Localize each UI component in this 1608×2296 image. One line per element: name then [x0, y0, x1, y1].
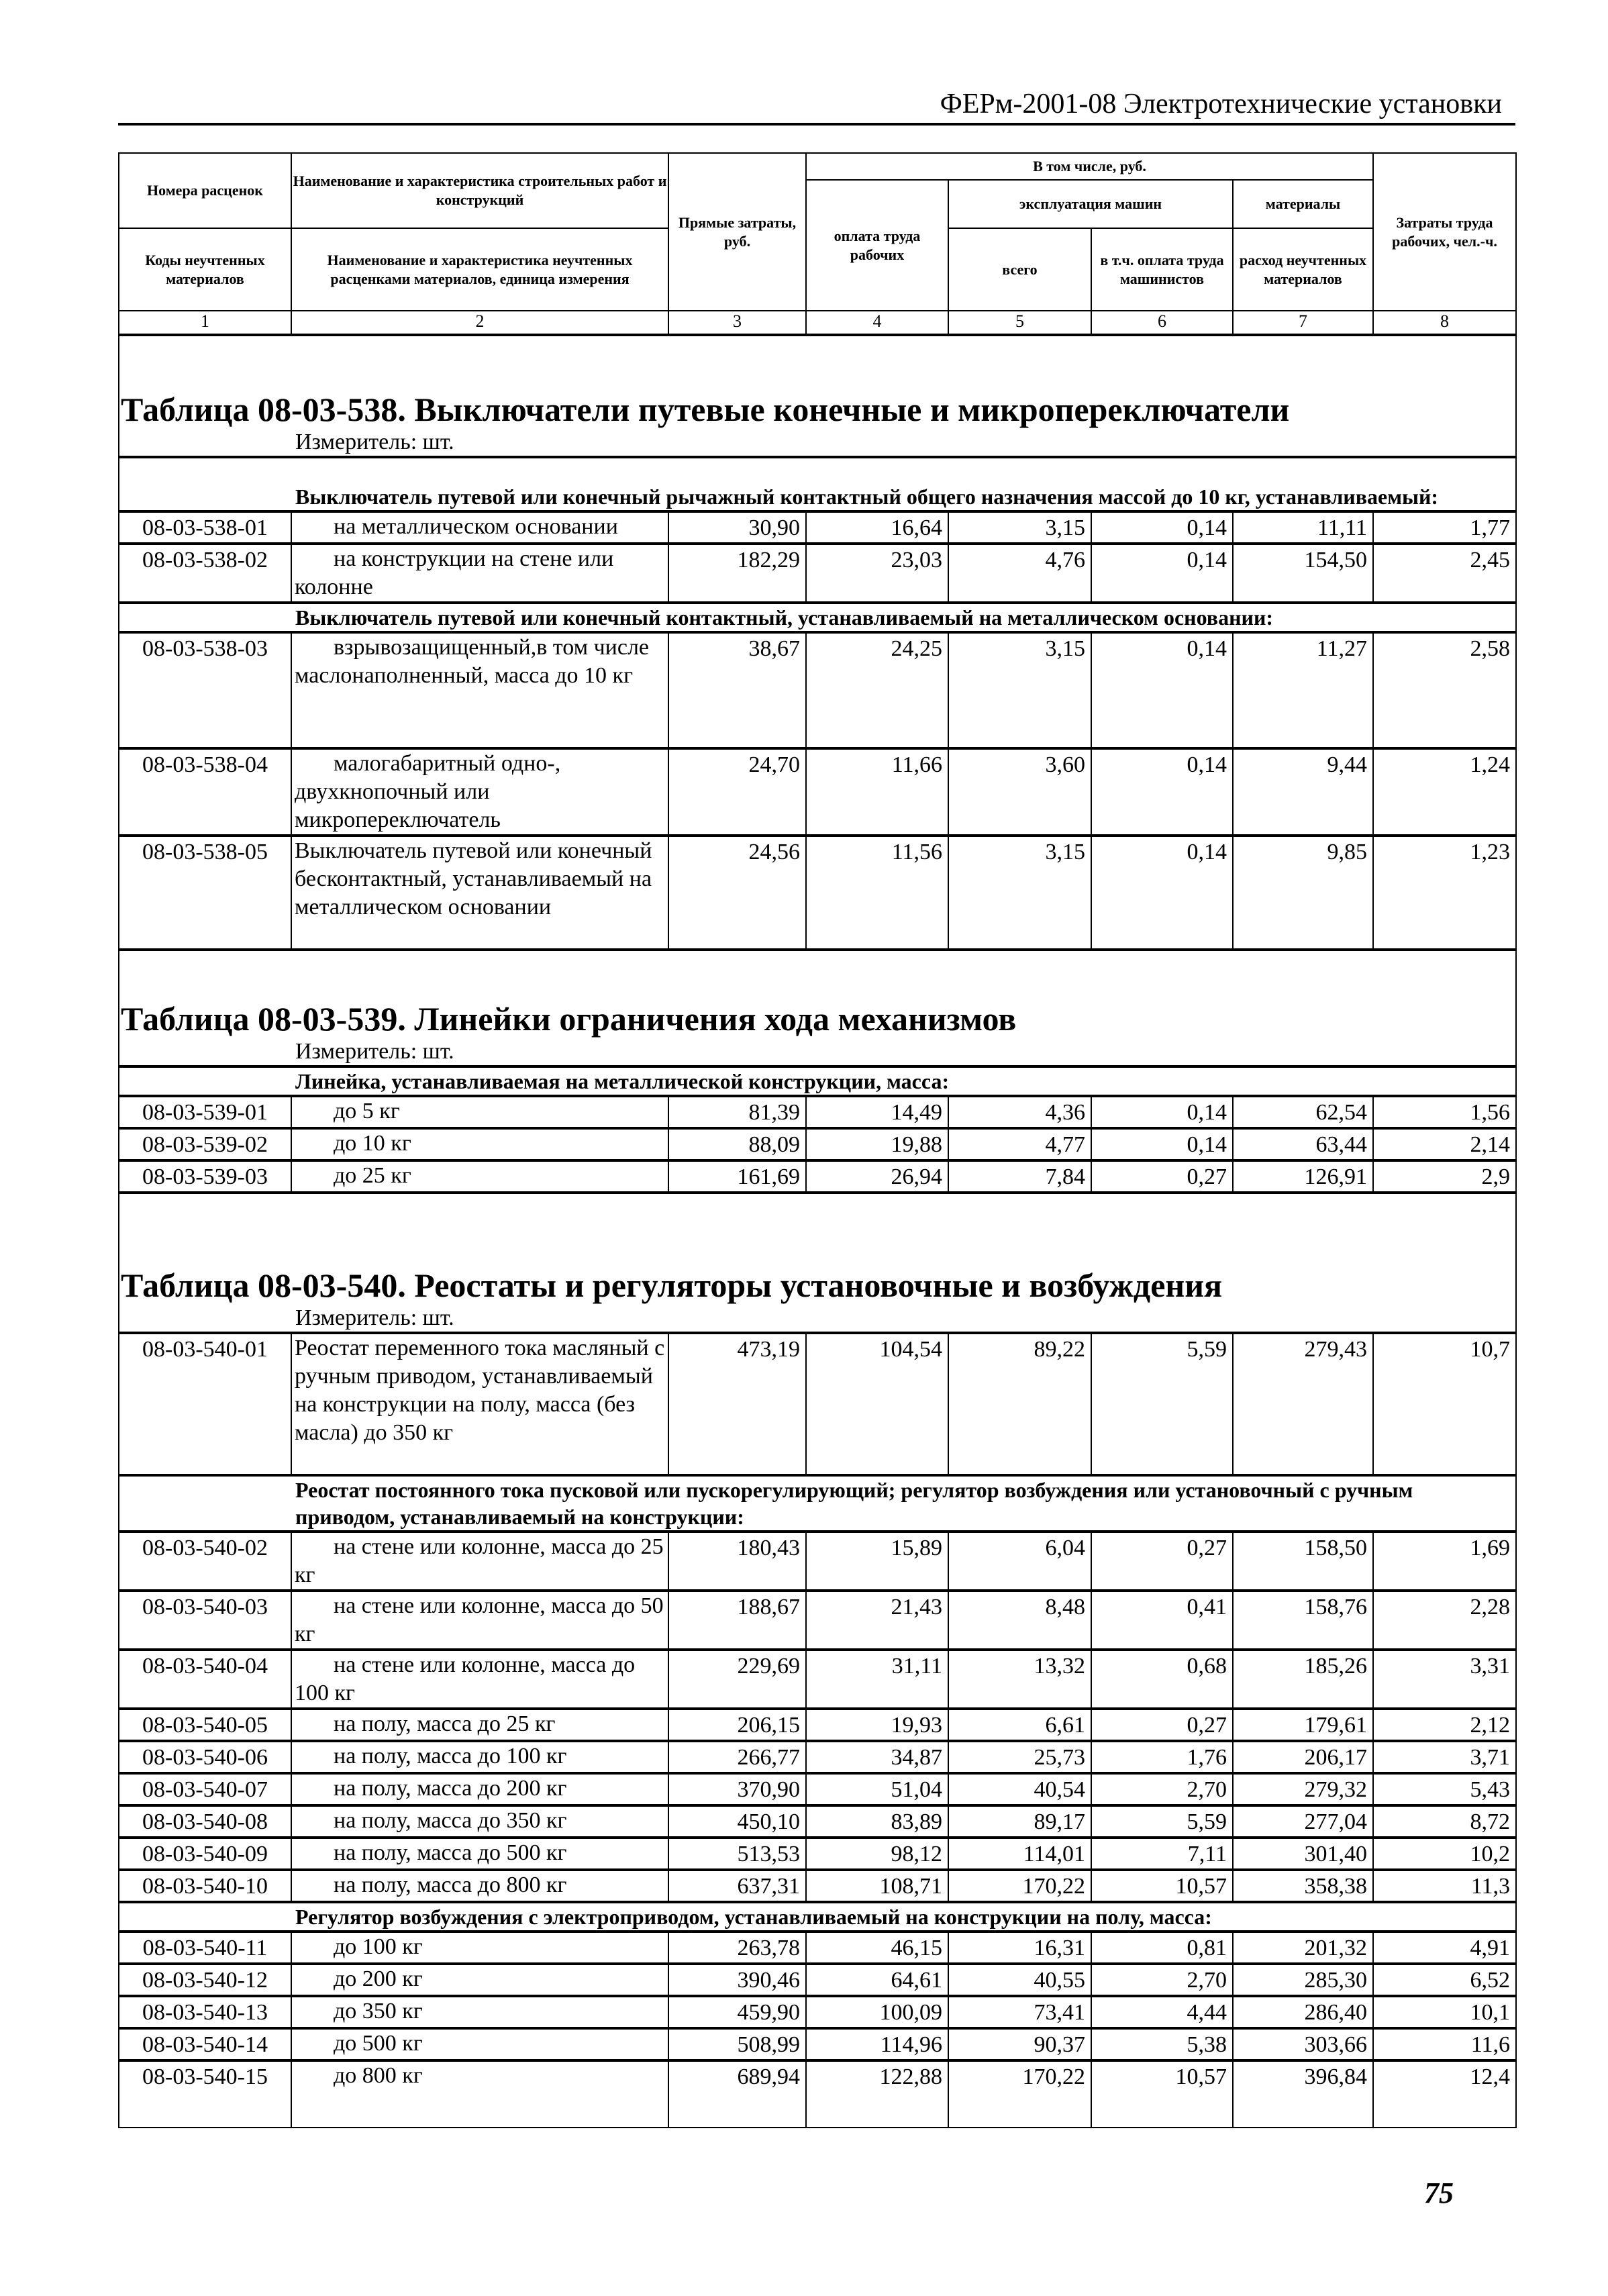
table-row — [119, 1773, 1516, 1805]
group-heading-row — [119, 457, 1516, 511]
table-row — [119, 2060, 1516, 2128]
operator-pay-value: 0,27 — [1091, 1160, 1233, 1193]
rate-code: 08-03-538-05 — [119, 836, 291, 950]
rate-description-text: до 800 кг — [334, 2063, 423, 2088]
group-heading: Реостат постоянного тока пусковой или пускорегулирующий; регулятор возбуждения или установочный с ручным приводом, устанавливаемый на конструкции: — [295, 1478, 1413, 1529]
rate-description-text: на полу, масса до 100 кг — [334, 1744, 567, 1768]
direct-costs-value: 206,15 — [668, 1709, 806, 1741]
rate-code: 08-03-540-07 — [119, 1773, 291, 1805]
rate-description-text: Реостат переменного тока масляный с ручным приводом, устанавливаемый на конструкции на полу, масса (без масла) до 350 кг — [295, 1336, 665, 1445]
machines-total-value: 8,48 — [948, 1591, 1091, 1650]
table-row — [119, 1741, 1516, 1773]
rate-description — [291, 1964, 668, 1996]
labor-hours-value: 1,24 — [1373, 748, 1516, 836]
labor-hours-value: 2,14 — [1373, 1128, 1516, 1160]
operator-pay-value: 0,14 — [1091, 836, 1233, 950]
direct-costs-value: 88,09 — [668, 1128, 806, 1160]
table-row — [119, 1160, 1516, 1193]
header-machines: эксплуатация машин — [948, 180, 1233, 228]
operator-pay-value: 0,14 — [1091, 1128, 1233, 1160]
rate-description — [291, 1333, 668, 1475]
worker-pay-value: 31,11 — [806, 1650, 948, 1709]
operator-pay-value: 4,44 — [1091, 1996, 1233, 2028]
rate-description — [291, 836, 668, 950]
machines-total-value: 170,22 — [948, 2060, 1091, 2128]
rate-description — [291, 748, 668, 836]
material-consumption-value: 126,91 — [1233, 1160, 1373, 1193]
labor-hours-value: 1,23 — [1373, 836, 1516, 950]
worker-pay-value: 19,88 — [806, 1128, 948, 1160]
group-heading-row — [119, 1902, 1516, 1932]
rate-code: 08-03-540-05 — [119, 1709, 291, 1741]
column-numbers-row — [119, 311, 1516, 335]
table-row — [119, 1838, 1516, 1870]
rate-description — [291, 2060, 668, 2128]
header-operator-pay: в т.ч. оплата труда машинистов — [1091, 228, 1233, 311]
group-heading-row — [119, 1066, 1516, 1096]
section-title: Таблица 08-03-540. Реостаты и регуляторы установочные и возбуждения — [121, 1266, 1223, 1304]
machines-total-value: 40,55 — [948, 1964, 1091, 1996]
material-consumption-value: 185,26 — [1233, 1650, 1373, 1709]
rate-description — [291, 1650, 668, 1709]
rate-description — [291, 1128, 668, 1160]
material-consumption-value: 286,40 — [1233, 1996, 1373, 2028]
header-materials: материалы — [1233, 180, 1373, 228]
direct-costs-value: 182,29 — [668, 544, 806, 603]
machines-total-value: 3,15 — [948, 511, 1091, 544]
rate-code: 08-03-540-01 — [119, 1333, 291, 1475]
table-row — [119, 1805, 1516, 1838]
machines-total-value: 16,31 — [948, 1932, 1091, 1964]
running-header-title: ФЕРм-2001-08 Электротехнические установки — [940, 89, 1502, 119]
operator-pay-value: 0,14 — [1091, 632, 1233, 748]
rate-code: 08-03-540-09 — [119, 1838, 291, 1870]
labor-hours-value: 1,56 — [1373, 1096, 1516, 1128]
table-row — [119, 632, 1516, 748]
rate-description-text: на полу, масса до 350 кг — [334, 1808, 567, 1833]
labor-hours-value: 10,1 — [1373, 1996, 1516, 2028]
table-row — [119, 1128, 1516, 1160]
direct-costs-value: 24,56 — [668, 836, 806, 950]
section-measure: Измеритель: шт. — [295, 1039, 454, 1064]
table-row — [119, 1870, 1516, 1902]
labor-hours-value: 2,45 — [1373, 544, 1516, 603]
machines-total-value: 25,73 — [948, 1741, 1091, 1773]
machines-total-value: 4,36 — [948, 1096, 1091, 1128]
rate-code: 08-03-540-06 — [119, 1741, 291, 1773]
direct-costs-value: 637,31 — [668, 1870, 806, 1902]
direct-costs-value: 513,53 — [668, 1838, 806, 1870]
rate-description — [291, 632, 668, 748]
rate-code: 08-03-539-01 — [119, 1096, 291, 1128]
worker-pay-value: 100,09 — [806, 1996, 948, 2028]
table-row — [119, 1964, 1516, 1996]
worker-pay-value: 15,89 — [806, 1532, 948, 1591]
header-material-name: Наименование и характеристика неучтенных расценками материалов, единица измерения — [291, 228, 668, 311]
section-title-row — [119, 1193, 1516, 1333]
table-row — [119, 511, 1516, 544]
rate-description — [291, 1709, 668, 1741]
labor-hours-value: 1,69 — [1373, 1532, 1516, 1591]
rate-description-text: до 200 кг — [334, 1966, 423, 1991]
direct-costs-value: 370,90 — [668, 1773, 806, 1805]
material-consumption-value: 9,44 — [1233, 748, 1373, 836]
machines-total-value: 89,22 — [948, 1333, 1091, 1475]
rate-description-text: на стене или колонне, масса до 50 кг — [295, 1593, 664, 1646]
section-title: Таблица 08-03-538. Выключатели путевые конечные и микропереключатели — [121, 391, 1290, 428]
labor-hours-value: 2,9 — [1373, 1160, 1516, 1193]
operator-pay-value: 0,14 — [1091, 1096, 1233, 1128]
labor-hours-value: 10,7 — [1373, 1333, 1516, 1475]
table-row — [119, 1996, 1516, 2028]
header-labor-hours: Затраты труда рабочих, чел.-ч. — [1373, 153, 1516, 311]
worker-pay-value: 34,87 — [806, 1741, 948, 1773]
rate-code: 08-03-540-08 — [119, 1805, 291, 1838]
group-heading: Выключатель путевой или конечный контактный, устанавливаемый на металлическом основании: — [295, 605, 1274, 630]
labor-hours-value: 1,77 — [1373, 511, 1516, 544]
machines-total-value: 90,37 — [948, 2028, 1091, 2060]
worker-pay-value: 11,56 — [806, 836, 948, 950]
operator-pay-value: 10,57 — [1091, 2060, 1233, 2128]
section-measure: Измеритель: шт. — [295, 430, 454, 454]
header-rate-numbers: Номера расценок — [119, 153, 291, 228]
rate-description — [291, 1838, 668, 1870]
rate-description-text: на металлическом основании — [334, 514, 618, 539]
machines-total-value: 73,41 — [948, 1996, 1091, 2028]
table-row — [119, 544, 1516, 603]
rate-code: 08-03-540-14 — [119, 2028, 291, 2060]
machines-total-value: 6,61 — [948, 1709, 1091, 1741]
rate-description-text: до 5 кг — [334, 1099, 400, 1124]
operator-pay-value: 0,68 — [1091, 1650, 1233, 1709]
material-consumption-value: 285,30 — [1233, 1964, 1373, 1996]
column-number: 5 — [948, 311, 1091, 335]
labor-hours-value: 12,4 — [1373, 2060, 1516, 2128]
material-consumption-value: 9,85 — [1233, 836, 1373, 950]
table-row — [119, 748, 1516, 836]
table-row — [119, 1932, 1516, 1964]
operator-pay-value: 7,11 — [1091, 1838, 1233, 1870]
direct-costs-value: 689,94 — [668, 2060, 806, 2128]
machines-total-value: 3,15 — [948, 632, 1091, 748]
rate-description-text: до 100 кг — [334, 1934, 423, 1959]
rate-description-text: на конструкции на стене или колонне — [295, 546, 614, 599]
header-machines-total: всего — [948, 228, 1091, 311]
rate-description — [291, 1805, 668, 1838]
group-heading: Линейка, устанавливаемая на металлической конструкции, масса: — [295, 1069, 950, 1093]
operator-pay-value: 5,59 — [1091, 1805, 1233, 1838]
table-row — [119, 1709, 1516, 1741]
operator-pay-value: 0,81 — [1091, 1932, 1233, 1964]
rate-description-text: Выключатель путевой или конечный бесконтактный, устанавливаемый на металлическом основании — [295, 838, 652, 919]
material-consumption-value: 277,04 — [1233, 1805, 1373, 1838]
rate-description — [291, 544, 668, 603]
worker-pay-value: 98,12 — [806, 1838, 948, 1870]
rate-code: 08-03-538-04 — [119, 748, 291, 836]
operator-pay-value: 0,27 — [1091, 1709, 1233, 1741]
material-consumption-value: 62,54 — [1233, 1096, 1373, 1128]
rate-code: 08-03-538-03 — [119, 632, 291, 748]
worker-pay-value: 26,94 — [806, 1160, 948, 1193]
operator-pay-value: 5,38 — [1091, 2028, 1233, 2060]
material-consumption-value: 206,17 — [1233, 1741, 1373, 1773]
header-worker-pay: оплата труда рабочих — [806, 180, 948, 311]
rate-code: 08-03-540-12 — [119, 1964, 291, 1996]
machines-total-value: 13,32 — [948, 1650, 1091, 1709]
worker-pay-value: 16,64 — [806, 511, 948, 544]
operator-pay-value: 10,57 — [1091, 1870, 1233, 1902]
section-title: Таблица 08-03-539. Линейки ограничения хода механизмов — [121, 1000, 1017, 1038]
rate-description-text: до 500 кг — [334, 2031, 423, 2056]
header-material-codes: Коды неучтенных материалов — [119, 228, 291, 311]
labor-hours-value: 2,58 — [1373, 632, 1516, 748]
rate-description-text: до 25 кг — [334, 1163, 411, 1188]
direct-costs-value: 459,90 — [668, 1996, 806, 2028]
direct-costs-value: 450,10 — [668, 1805, 806, 1838]
material-consumption-value: 396,84 — [1233, 2060, 1373, 2128]
worker-pay-value: 14,49 — [806, 1096, 948, 1128]
machines-total-value: 3,60 — [948, 748, 1091, 836]
material-consumption-value: 11,11 — [1233, 511, 1373, 544]
direct-costs-value: 81,39 — [668, 1096, 806, 1128]
table-row — [119, 836, 1516, 950]
labor-hours-value: 10,2 — [1373, 1838, 1516, 1870]
material-consumption-value: 179,61 — [1233, 1709, 1373, 1741]
machines-total-value: 89,17 — [948, 1805, 1091, 1838]
direct-costs-value: 229,69 — [668, 1650, 806, 1709]
group-heading: Регулятор возбуждения с электроприводом, устанавливаемый на конструкции на полу, масса: — [295, 1905, 1212, 1929]
material-consumption-value: 154,50 — [1233, 544, 1373, 603]
running-header — [118, 84, 1515, 126]
table-row — [119, 1591, 1516, 1650]
direct-costs-value: 30,90 — [668, 511, 806, 544]
group-heading-row — [119, 603, 1516, 632]
direct-costs-value: 180,43 — [668, 1532, 806, 1591]
direct-costs-value: 24,70 — [668, 748, 806, 836]
labor-hours-value: 5,43 — [1373, 1773, 1516, 1805]
rate-code: 08-03-539-02 — [119, 1128, 291, 1160]
rate-description-text: на полу, масса до 25 кг — [334, 1711, 556, 1736]
material-consumption-value: 201,32 — [1233, 1932, 1373, 1964]
rate-description-text: на стене или колонне, масса до 25 кг — [295, 1534, 664, 1587]
direct-costs-value: 266,77 — [668, 1741, 806, 1773]
section-title-row — [119, 335, 1516, 457]
labor-hours-value: 11,3 — [1373, 1870, 1516, 1902]
rate-description — [291, 1870, 668, 1902]
operator-pay-value: 1,76 — [1091, 1741, 1233, 1773]
rate-description-text: на полу, масса до 500 кг — [334, 1840, 567, 1865]
material-consumption-value: 303,66 — [1233, 2028, 1373, 2060]
worker-pay-value: 108,71 — [806, 1870, 948, 1902]
material-consumption-value: 158,76 — [1233, 1591, 1373, 1650]
rate-description — [291, 2028, 668, 2060]
worker-pay-value: 114,96 — [806, 2028, 948, 2060]
worker-pay-value: 122,88 — [806, 2060, 948, 2128]
table-row — [119, 2028, 1516, 2060]
material-consumption-value: 301,40 — [1233, 1838, 1373, 1870]
rate-code: 08-03-539-03 — [119, 1160, 291, 1193]
page-number: 75 — [1424, 2177, 1454, 2209]
operator-pay-value: 0,41 — [1091, 1591, 1233, 1650]
labor-hours-value: 4,91 — [1373, 1932, 1516, 1964]
rate-description-text: малогабаритный одно-, двухкнопочный или микропереключатель — [295, 751, 561, 832]
worker-pay-value: 19,93 — [806, 1709, 948, 1741]
rate-description — [291, 1532, 668, 1591]
rate-description-text: до 10 кг — [334, 1131, 411, 1156]
rate-description — [291, 1591, 668, 1650]
material-consumption-value: 158,50 — [1233, 1532, 1373, 1591]
worker-pay-value: 51,04 — [806, 1773, 948, 1805]
labor-hours-value: 2,28 — [1373, 1591, 1516, 1650]
machines-total-value: 7,84 — [948, 1160, 1091, 1193]
section-title-row — [119, 950, 1516, 1066]
direct-costs-value: 390,46 — [668, 1964, 806, 1996]
rate-code: 08-03-540-13 — [119, 1996, 291, 2028]
rate-code: 08-03-540-03 — [119, 1591, 291, 1650]
material-consumption-value: 63,44 — [1233, 1128, 1373, 1160]
labor-hours-value: 3,71 — [1373, 1741, 1516, 1773]
header-material-consumption: расход неучтенных материалов — [1233, 228, 1373, 311]
machines-total-value: 170,22 — [948, 1870, 1091, 1902]
rate-code: 08-03-540-02 — [119, 1532, 291, 1591]
direct-costs-value: 508,99 — [668, 2028, 806, 2060]
rate-code: 08-03-540-10 — [119, 1870, 291, 1902]
worker-pay-value: 21,43 — [806, 1591, 948, 1650]
header-including: В том числе, руб. — [806, 153, 1373, 180]
rate-description-text: на полу, масса до 200 кг — [334, 1776, 567, 1801]
direct-costs-value: 263,78 — [668, 1932, 806, 1964]
rate-description-text: на полу, масса до 800 кг — [334, 1873, 567, 1897]
rate-code: 08-03-538-02 — [119, 544, 291, 603]
rate-description — [291, 511, 668, 544]
column-number: 7 — [1233, 311, 1373, 335]
machines-total-value: 114,01 — [948, 1838, 1091, 1870]
rate-description-text: до 350 кг — [334, 1999, 423, 2024]
worker-pay-value: 24,25 — [806, 632, 948, 748]
rate-code: 08-03-540-15 — [119, 2060, 291, 2128]
table-row — [119, 1532, 1516, 1591]
rate-description — [291, 1741, 668, 1773]
machines-total-value: 40,54 — [948, 1773, 1091, 1805]
column-number: 4 — [806, 311, 948, 335]
rate-description — [291, 1932, 668, 1964]
table-row — [119, 1333, 1516, 1475]
direct-costs-value: 38,67 — [668, 632, 806, 748]
material-consumption-value: 279,43 — [1233, 1333, 1373, 1475]
column-number: 8 — [1373, 311, 1516, 335]
machines-total-value: 6,04 — [948, 1532, 1091, 1591]
operator-pay-value: 0,27 — [1091, 1532, 1233, 1591]
worker-pay-value: 11,66 — [806, 748, 948, 836]
operator-pay-value: 2,70 — [1091, 1964, 1233, 1996]
rate-description — [291, 1160, 668, 1193]
direct-costs-value: 188,67 — [668, 1591, 806, 1650]
machines-total-value: 4,76 — [948, 544, 1091, 603]
operator-pay-value: 2,70 — [1091, 1773, 1233, 1805]
column-number: 3 — [668, 311, 806, 335]
direct-costs-value: 161,69 — [668, 1160, 806, 1193]
labor-hours-value: 6,52 — [1373, 1964, 1516, 1996]
labor-hours-value: 3,31 — [1373, 1650, 1516, 1709]
operator-pay-value: 0,14 — [1091, 544, 1233, 603]
section-measure: Измеритель: шт. — [295, 1305, 454, 1330]
labor-hours-value: 11,6 — [1373, 2028, 1516, 2060]
group-heading: Выключатель путевой или конечный рычажный контактный общего назначения массой до 10 кг, устанавливаемый: — [295, 485, 1439, 509]
machines-total-value: 3,15 — [948, 836, 1091, 950]
material-consumption-value: 358,38 — [1233, 1870, 1373, 1902]
rate-code: 08-03-540-11 — [119, 1932, 291, 1964]
operator-pay-value: 0,14 — [1091, 511, 1233, 544]
rate-description — [291, 1096, 668, 1128]
table-row — [119, 1650, 1516, 1709]
worker-pay-value: 104,54 — [806, 1333, 948, 1475]
labor-hours-value: 8,72 — [1373, 1805, 1516, 1838]
column-number: 2 — [291, 311, 668, 335]
column-number: 1 — [119, 311, 291, 335]
column-number: 6 — [1091, 311, 1233, 335]
operator-pay-value: 5,59 — [1091, 1333, 1233, 1475]
direct-costs-value: 473,19 — [668, 1333, 806, 1475]
group-heading-row — [119, 1475, 1516, 1532]
rate-description — [291, 1996, 668, 2028]
rate-description — [291, 1773, 668, 1805]
rate-code: 08-03-538-01 — [119, 511, 291, 544]
rate-description-text: взрывозащищенный,в том числе маслонаполненный, масса до 10 кг — [295, 635, 650, 688]
header-direct-costs: Прямые затраты, руб. — [668, 153, 806, 311]
worker-pay-value: 83,89 — [806, 1805, 948, 1838]
labor-hours-value: 2,12 — [1373, 1709, 1516, 1741]
material-consumption-value: 279,32 — [1233, 1773, 1373, 1805]
norms-table — [118, 152, 1517, 2128]
rate-description-text: на стене или колонне, масса до 100 кг — [295, 1652, 636, 1705]
header-work-name: Наименование и характеристика строительных работ и конструкций — [291, 153, 668, 228]
worker-pay-value: 23,03 — [806, 544, 948, 603]
material-consumption-value: 11,27 — [1233, 632, 1373, 748]
operator-pay-value: 0,14 — [1091, 748, 1233, 836]
worker-pay-value: 64,61 — [806, 1964, 948, 1996]
worker-pay-value: 46,15 — [806, 1932, 948, 1964]
table-row — [119, 1096, 1516, 1128]
rate-code: 08-03-540-04 — [119, 1650, 291, 1709]
machines-total-value: 4,77 — [948, 1128, 1091, 1160]
